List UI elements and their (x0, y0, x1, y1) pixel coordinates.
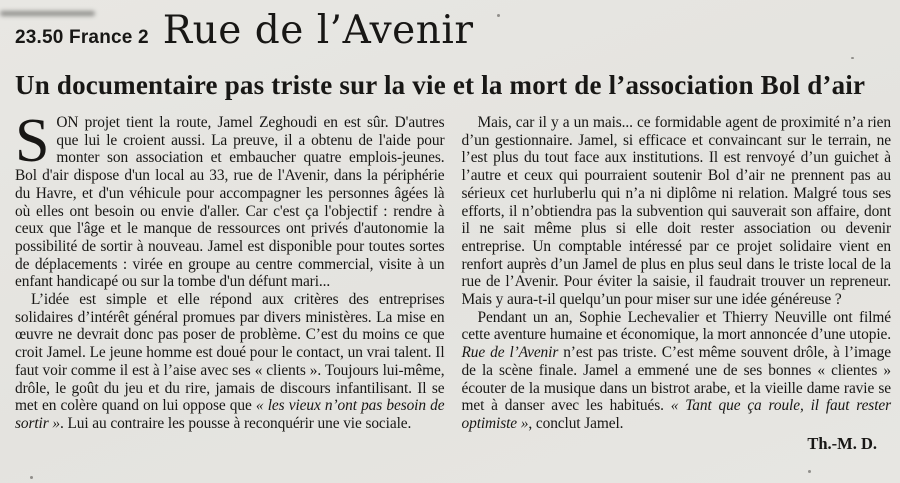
film-title-italic: Rue de l’Avenir (461, 344, 559, 362)
program-header (15, 8, 890, 53)
paragraph-4-mid: n’est pas triste. C’est même souvent drôle, à l’image de la scène finale. Jamel a emmené une de ses bonnes « clientes » écouter de la musique dans un bistrot arabe, et la vieille dame ravie se met à danser avec les habitués. (461, 344, 891, 415)
paragraph-4-end: , conclut Jamel. (528, 414, 624, 432)
scan-speck (30, 476, 33, 479)
paragraph-1-text: ON projet tient la route, Jamel Zeghoudi en est sûr. D'autres que lui le croient aussi. La preuve, il a obtenu de l'aide pour monter son association et embaucher quatre emplois-jeunes. Bol d'air dispose d'un local au 33, rue de l'Avenir, dans la périphérie du Havre, et d'un véhicule pour accompagner les personnes âgées là où elles ont besoin ou envie d'aller. Car c'est ça l'objectif : rendre à ceux que l'âge et le manque de ressources ont privés d'autonomie la possibilité de sortir à nouveau. Jamel est disponible pour toutes sortes de déplacements : virée en groupe au centre commercial, visite à un enfant handicapé ou sur la tombe d'un défunt mari... (15, 114, 445, 291)
paragraph-2-end: . Lui au contraire les pousse à reconquérir une vie sociale. (59, 414, 412, 432)
paragraph-2-text: L’idée est simple et elle répond aux critères des entreprises solidaires d’intérêt général promues par divers ministères. La mise en œuvre ne devrait donc pas poser de problème. C’est du moins ce que croit Jamel. Le jeune homme est doué pour le contact, un vrai talent. Il faut voir comme il est à l’aise avec ses « clients ». Toujours lui-même, drôle, le goût du jeu et du rire, jamais de discours infantilisant. Il se met en colère quand on lui oppose que (15, 291, 445, 415)
scan-speck (851, 57, 854, 59)
left-column (15, 107, 445, 454)
dropcap: S (15, 107, 50, 175)
broadcast-time-channel (15, 27, 149, 48)
paragraph-4 (462, 309, 892, 433)
article-subhead: Un documentaire pas triste sur la vie et la mort de l’association Bol d’air (15, 70, 866, 100)
paragraph-3 (462, 114, 892, 309)
closing-quote-italic: « Tant que ça roule, il faut rester optimiste » (461, 397, 891, 432)
broadcast-time: 23.50 (15, 27, 64, 48)
paragraph-1 (15, 107, 445, 291)
author-signature: Th.-M. D. (807, 433, 877, 453)
right-column (462, 114, 892, 454)
show-title: Rue de l’Avenir (162, 8, 474, 53)
paragraph-3-text: Mais, car il y a un mais... ce formidable agent de proximité n’a rien d’un gestionnaire. Jamel, si efficace et convaincant sur le terrain, ne l’est plus du tout face aux institutions. Il est renvoyé d’un guichet à l’autre et ceux qui pourraient soutenir Bol d’air ne prennent pas au sérieux cet hurluberlu qui n’a ni diplôme ni relation. Malgré tous ses efforts, il n’obtiendra pas la subvention qui sauverait son affaire, dont il ne sait même plus si elle doit rester association ou devenir entreprise. Un comptable intéressé par ce projet solidaire vient en renfort auprès d’un Jamel de plus en plus seul dans le triste local de la rue de l’Avenir. Pour éviter la saisie, il faudrait trouver un repreneur. Mais y aura-t-il quelqu’un pour miser sur une idée généreuse ? (461, 114, 891, 309)
paragraph-4-text: Pendant un an, Sophie Lechevalier et Thierry Neuville ont filmé cette aventure humaine et économique, la mort annoncée d’une utopie. (461, 308, 891, 344)
quote-italic: « les vieux n’ont pas besoin de sortir » (15, 397, 445, 432)
scan-speck (808, 470, 811, 473)
paragraph-2 (15, 291, 445, 433)
article-body (15, 107, 891, 454)
channel-name: France 2 (69, 27, 149, 48)
